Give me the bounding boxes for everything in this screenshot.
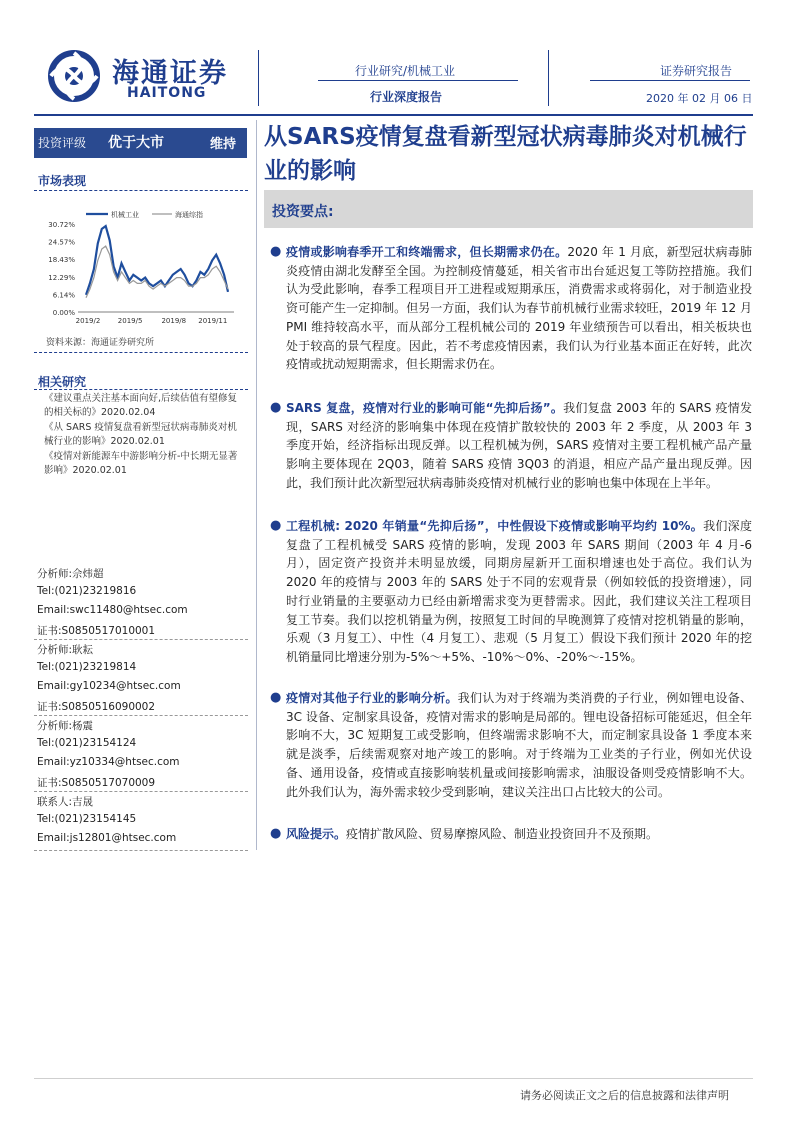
y-tick-label: 0.00% bbox=[52, 309, 75, 317]
invest-point-head: 疫情对其他子行业的影响分析。 bbox=[286, 691, 458, 705]
analyst-email[interactable]: Email:swc11480@htsec.com bbox=[37, 604, 188, 616]
analyst-cert: 证书:S0850517070009 bbox=[37, 777, 156, 789]
analyst-name: 分析师:佘炜超 bbox=[37, 568, 104, 580]
analyst-name: 分析师:杨震 bbox=[37, 720, 94, 732]
contact-name: 联系人:吉晟 bbox=[37, 796, 94, 808]
invest-point-head: SARS 复盘，疫情对行业的影响可能“先抑后扬”。 bbox=[286, 401, 564, 415]
legend-label: 海通综指 bbox=[175, 211, 203, 219]
invest-point-body: 我们深度复盘了工程机械受 SARS 疫情的影响，发现 2003 年 SARS 期间（2003 年 4 月-6 月），固定资产投资并未明显放缓，同期房屋新开工面积增速也处于高位。我们认为 2020 年的疫情与 2003 年的 SARS 处于不同的宏观背景（例如较低的投资增速），同时行业销量的主要驱动力已经由新增需求变为更替需求。因此，我们建议关注工程项目复工节奏。我们以挖机销量为例，按照复工时间的早晚测算了疫情对挖机销量的影响，乐观（3 月复工）、中性（4 月复工）、悲观（5 月复工）假设下我们预计 2020 年的挖机销量同比增速分别为-5%～+5%、-10%～0%、-20%～-15%。 bbox=[286, 519, 752, 664]
analyst-tel: Tel:(021)23154124 bbox=[37, 737, 137, 749]
document-type: 证券研究报告 bbox=[660, 64, 733, 78]
y-tick-label: 30.72% bbox=[48, 221, 75, 229]
invest-point-head: 工程机械: 2020 年销量“先抑后扬”，中性假设下疫情或影响平均约 10%。 bbox=[286, 519, 704, 533]
x-tick-label: 2019/8 bbox=[161, 317, 187, 325]
invest-point-body: 2020 年 1 月底，新型冠状病毒肺炎疫情由湖北发酵至全国。为控制疫情蔓延，相关省市出台延迟复工等防控措施。我们认为受此影响，春季工程项目开工进程或短期承压，消费需求或将弱化，对于制造业投资可能产生一定抑制。但另一方面，我们认为春节前机械行业需求较旺，2019 年 12 月 PMI 维持较高水平，而从部分工程机械公司的 2019 年业绩预告可以看出，相关板块也处于较高的景气程度。因此，若不考虑疫情因素，我们认为行业基本面正在好转，此次疫情或扰动短期需求，但长期需求仍在。 bbox=[286, 245, 752, 372]
analyst-divider bbox=[34, 791, 248, 792]
analyst-divider bbox=[34, 850, 248, 851]
invest-summary-header bbox=[264, 190, 753, 228]
logo-english-name: HAITONG bbox=[127, 85, 207, 101]
header-divider-right bbox=[548, 50, 549, 106]
rating-action: 维持 bbox=[210, 137, 237, 152]
analyst-email[interactable]: Email:yz10334@htsec.com bbox=[37, 756, 180, 768]
header-rule-right bbox=[590, 80, 750, 81]
legal-footer[interactable]: 请务必阅读正文之后的信息披露和法律声明 bbox=[520, 1089, 729, 1102]
market-performance-chart bbox=[34, 200, 244, 330]
header-bottom-rule bbox=[34, 114, 753, 116]
logo-chinese-name: 海通证券 bbox=[112, 58, 228, 89]
invest-point bbox=[286, 689, 752, 801]
rating-value: 优于大市 bbox=[108, 135, 164, 151]
y-tick-label: 18.43% bbox=[48, 256, 75, 265]
series-line-machinery bbox=[86, 226, 228, 295]
invest-point-body: 我们认为对于终端为类消费的子行业，例如锂电设备、3C 设备、定制家具设备，疫情对需求的影响是局部的。锂电设备招标可能延迟，但全年影响不大，3C 短期复工或受影响，但终端需求影响不大，而定制家具设备 1 季度本来就是淡季，后续需观察对地产竣工的影响。对于终端为工业类的子行业，例如光伏设备、通用设备，疫情或直接影响装机量或间接影响需求，油服设备则受疫情影响不大。此外我们认为，海外需求较少受到影响，建议关注出口占比较大的公司。 bbox=[286, 691, 752, 799]
analyst-divider bbox=[34, 639, 248, 640]
y-tick-label: 6.14% bbox=[52, 291, 75, 300]
analyst-cert: 证书:S0850517010001 bbox=[37, 625, 156, 637]
legend-label: 机械工业 bbox=[111, 211, 139, 219]
y-tick-label: 12.29% bbox=[48, 273, 75, 282]
related-section-title: 相关研究 bbox=[38, 375, 87, 389]
chart-source: 资料来源：海通证券研究所 bbox=[46, 338, 155, 348]
contact-tel: Tel:(021)23154145 bbox=[37, 813, 137, 825]
report-category: 行业研究/机械工业 bbox=[355, 64, 456, 78]
column-separator bbox=[256, 120, 257, 850]
invest-summary-title: 投资要点: bbox=[272, 204, 334, 220]
invest-point-head: 疫情或影响春季开工和终端需求，但长期需求仍在。 bbox=[286, 245, 568, 259]
rating-label: 投资评级 bbox=[38, 136, 87, 150]
rating-bar bbox=[34, 128, 247, 158]
x-tick-label: 2019/11 bbox=[198, 317, 228, 325]
bullet-icon: ● bbox=[270, 826, 282, 841]
related-item[interactable]: 《疫情对新能源车中游影响分析-中长期无显著影响》2020.02.01 bbox=[44, 451, 238, 476]
report-title: 从SARS疫情复盘看新型冠状病毒肺炎对机械行业的影响 bbox=[264, 124, 747, 184]
bullet-icon: ● bbox=[270, 244, 282, 259]
footer-rule bbox=[34, 1078, 753, 1079]
invest-point-body: 我们复盘 2003 年的 SARS 疫情发现，SARS 对经济的影响集中体现在疫情扩散较快的 2003 年 2 季度，从 2003 年 3 季度开始，经济指标出现反弹。以工程机械为例，SARS 疫情对主要工程机械产品产量影响主要体现在 2Q03，随着 SARS 疫情 3Q03 的消退，相应产品产量出现反弹。因此，我们预计此次新型冠状病毒肺炎疫情对机械行业的影响也集中体现在上半年。 bbox=[286, 401, 752, 490]
analyst-email[interactable]: Email:gy10234@htsec.com bbox=[37, 680, 181, 692]
invest-point-head: 风险提示。 bbox=[286, 827, 347, 841]
haitong-logo-icon bbox=[44, 50, 104, 102]
related-divider bbox=[34, 389, 248, 390]
market-section-title: 市场表现 bbox=[38, 174, 87, 188]
y-tick-label: 24.57% bbox=[48, 238, 75, 247]
invest-point bbox=[286, 517, 752, 667]
report-type: 行业深度报告 bbox=[370, 90, 443, 104]
invest-point bbox=[286, 825, 752, 844]
x-tick-label: 2019/5 bbox=[117, 317, 143, 325]
related-item[interactable]: 《建议重点关注基本面向好,后续估值有望修复的相关标的》2020.02.04 bbox=[44, 393, 238, 418]
bullet-icon: ● bbox=[270, 400, 282, 415]
invest-point bbox=[286, 243, 752, 374]
source-divider bbox=[34, 352, 248, 353]
bullet-icon: ● bbox=[270, 690, 282, 705]
bullet-icon: ● bbox=[270, 518, 282, 533]
invest-point-body: 疫情扩散风险、贸易摩擦风险、制造业投资回升不及预期。 bbox=[346, 827, 659, 841]
x-tick-label: 2019/2 bbox=[75, 317, 101, 325]
analyst-cert: 证书:S0850516090002 bbox=[37, 701, 156, 713]
market-divider bbox=[34, 190, 248, 191]
analyst-name: 分析师:耿耘 bbox=[37, 644, 94, 656]
related-item[interactable]: 《从 SARS 疫情复盘看新型冠状病毒肺炎对机械行业的影响》2020.02.01 bbox=[44, 422, 237, 447]
analyst-tel: Tel:(021)23219814 bbox=[37, 661, 137, 673]
analyst-tel: Tel:(021)23219816 bbox=[37, 585, 137, 597]
analyst-divider bbox=[34, 715, 248, 716]
invest-point bbox=[286, 399, 752, 493]
contact-email[interactable]: Email:js12801@htsec.com bbox=[37, 832, 177, 844]
report-date: 2020 年 02 月 06 日 bbox=[646, 92, 753, 105]
header-divider-left bbox=[258, 50, 259, 106]
header-rule-middle bbox=[318, 80, 518, 81]
